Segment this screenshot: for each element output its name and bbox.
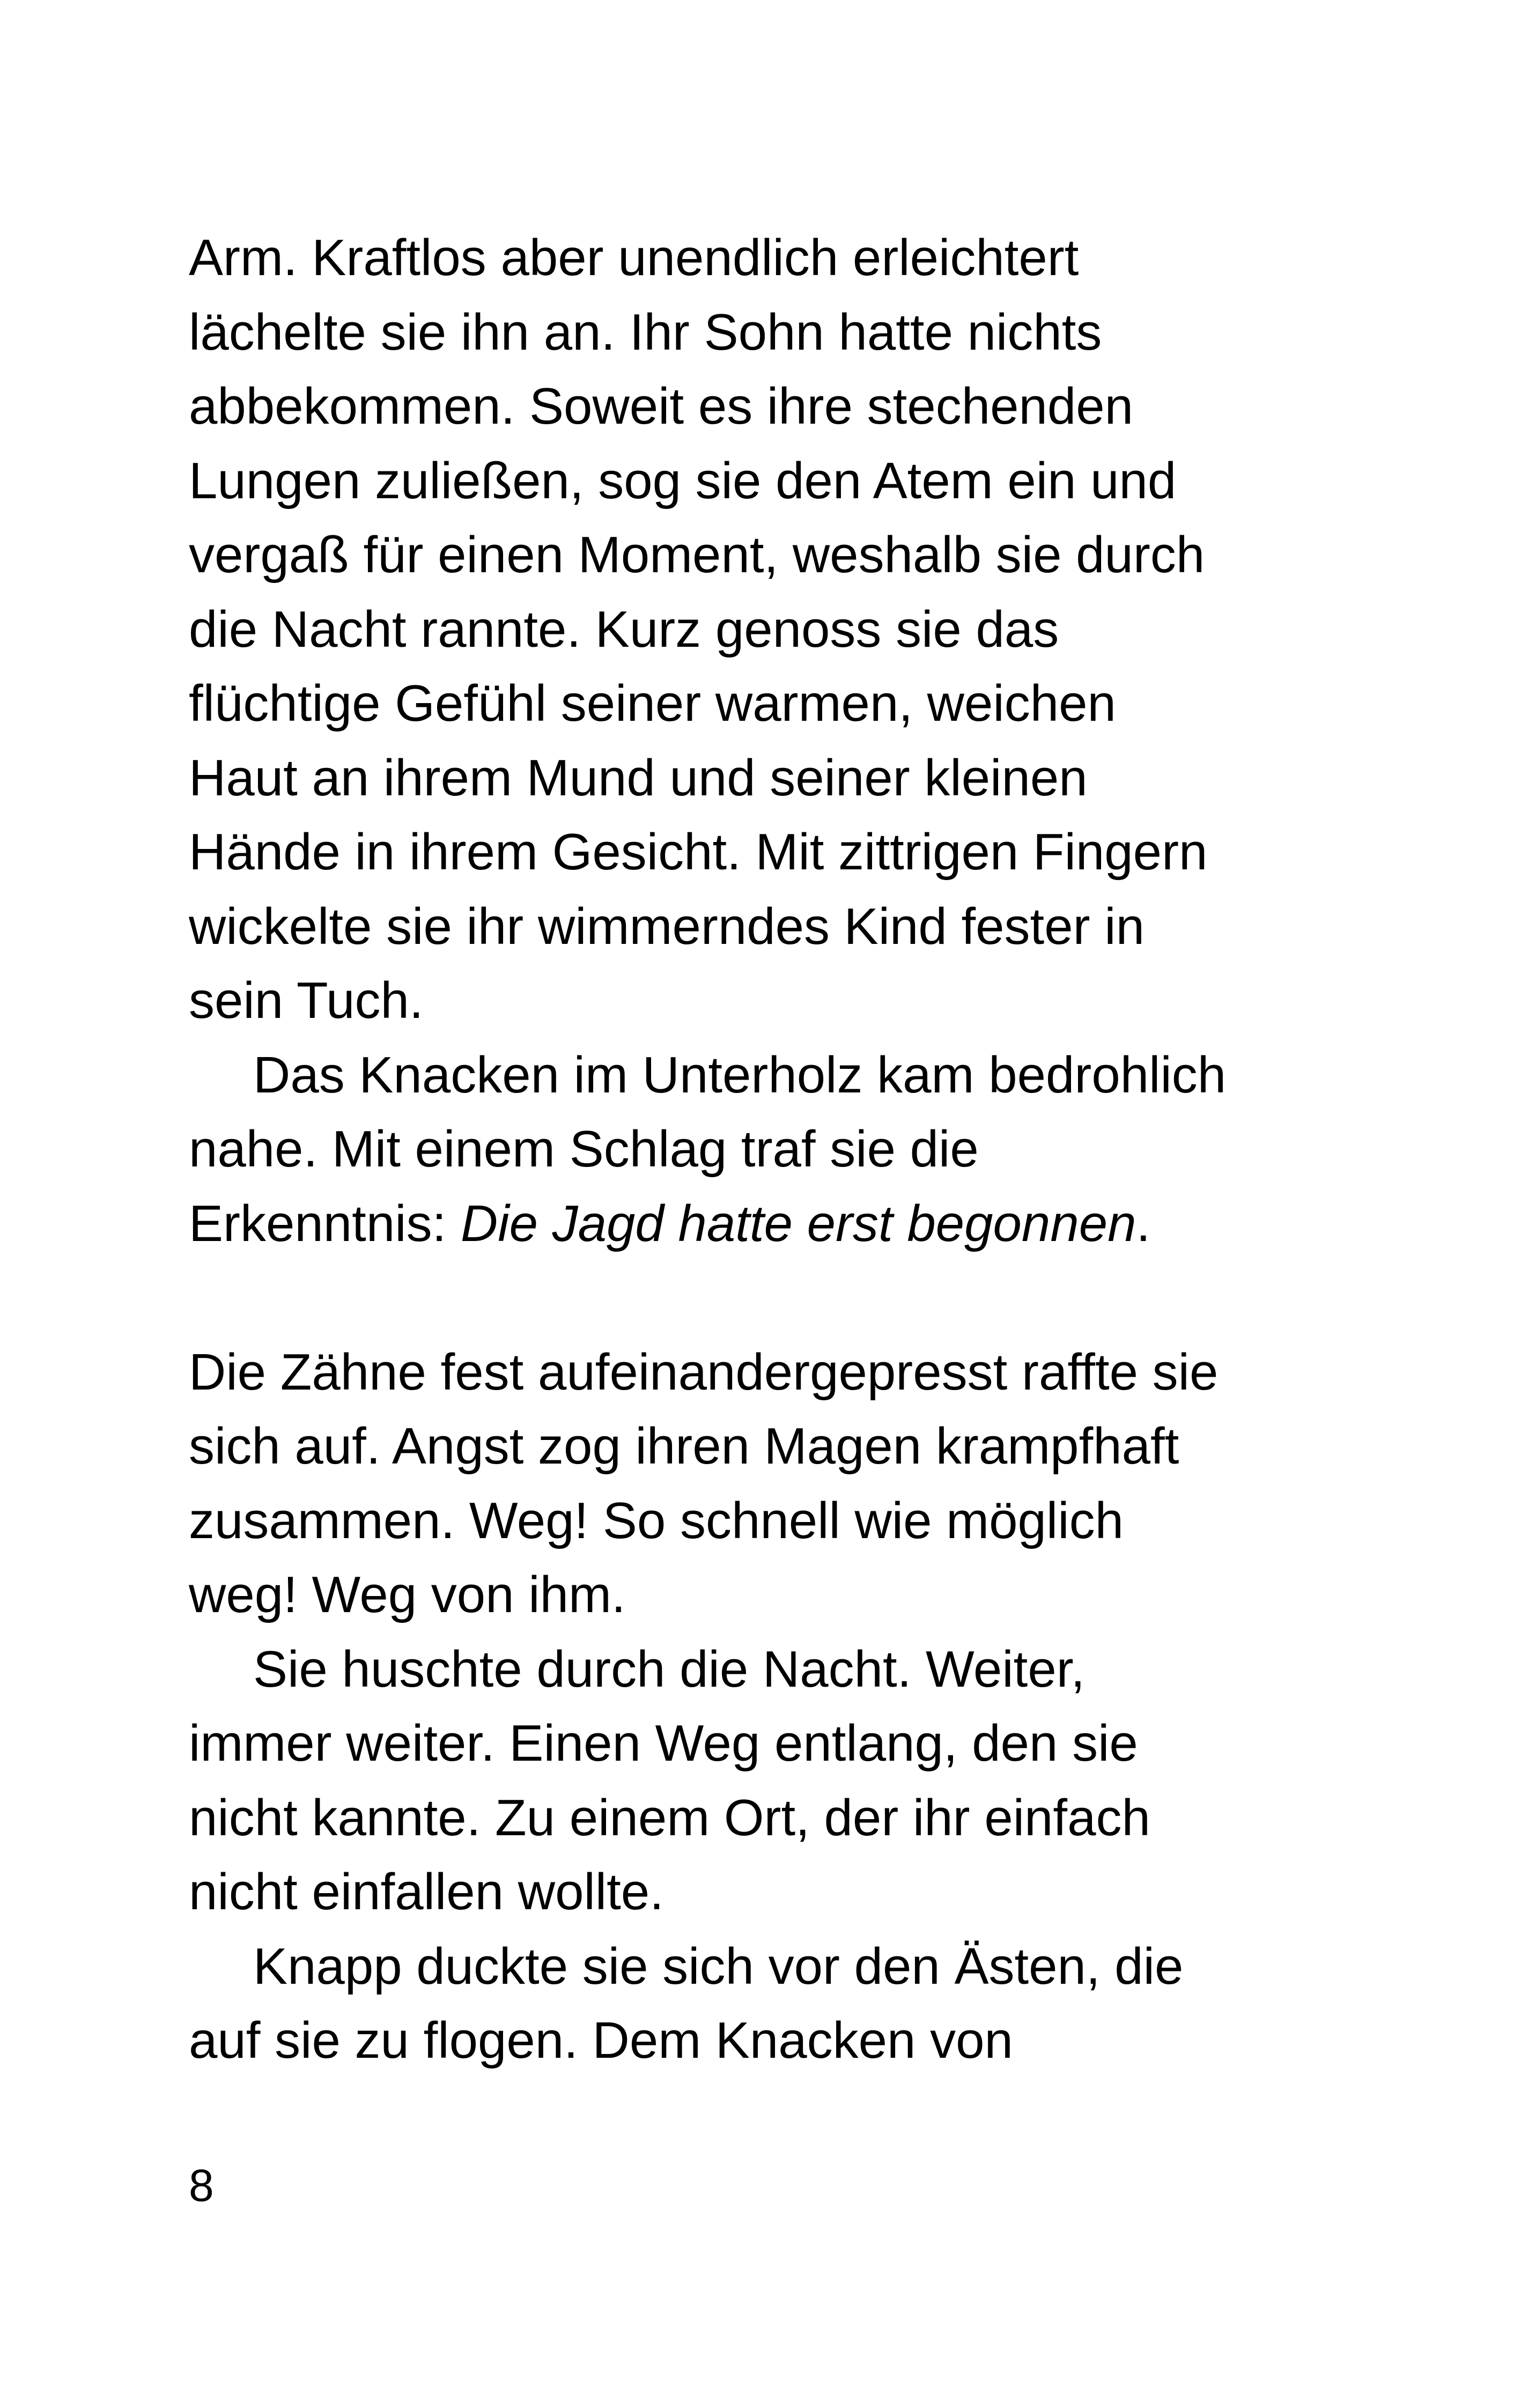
text-line: sein Tuch. bbox=[189, 972, 424, 1029]
text-line: Die Zähne fest aufeinandergepresst raffte sie bbox=[189, 1343, 1219, 1401]
text-line: die Nacht rannte. Kurz genoss sie das bbox=[189, 600, 1059, 658]
page-number: 8 bbox=[189, 2160, 214, 2211]
text-line: Lungen zuließen, sog sie den Atem ein und bbox=[189, 452, 1177, 509]
erkenntnis-prefix: Erkenntnis: bbox=[189, 1194, 461, 1252]
text-line: Haut an ihrem Mund und seiner kleinen bbox=[189, 749, 1088, 807]
text-line: flüchtige Gefühl seiner warmen, weichen bbox=[189, 675, 1116, 732]
section-break bbox=[189, 1261, 1508, 1335]
text-line: wickelte sie ihr wimmerndes Kind fester in bbox=[189, 897, 1145, 955]
text-line: immer weiter. Einen Weg entlang, den sie bbox=[189, 1715, 1138, 1772]
text-line: Arm. Kraftlos aber unendlich erleichtert bbox=[189, 229, 1079, 286]
text-line-erkenntnis bbox=[189, 1187, 1508, 1261]
text-line: Das Knacken im Unterholz kam bedrohlich bbox=[253, 1046, 1227, 1104]
text-line: auf sie zu flogen. Dem Knacken von bbox=[189, 2012, 1013, 2069]
text-line: zusammen. Weg! So schnell wie möglich bbox=[189, 1491, 1124, 1549]
text-line: nahe. Mit einem Schlag traf sie die bbox=[189, 1120, 979, 1178]
text-line: Hände in ihrem Gesicht. Mit zittrigen Fingern bbox=[189, 823, 1208, 881]
erkenntnis-italic: Die Jagd hatte erst begonnen bbox=[460, 1194, 1136, 1252]
text-line: weg! Weg von ihm. bbox=[189, 1566, 626, 1623]
text-line: Sie huschte durch die Nacht. Weiter, bbox=[253, 1640, 1086, 1698]
text-line: Knapp duckte sie sich vor den Ästen, die bbox=[253, 1937, 1184, 1995]
body-text bbox=[189, 221, 1508, 2078]
text-line: abbekommen. Soweit es ihre stechenden bbox=[189, 378, 1134, 435]
text-line: sich auf. Angst zog ihren Magen krampfhaft bbox=[189, 1417, 1179, 1475]
text-line: vergaß für einen Moment, weshalb sie durch bbox=[189, 526, 1205, 583]
erkenntnis-suffix: . bbox=[1136, 1194, 1151, 1252]
text-line: nicht kannte. Zu einem Ort, der ihr einfach bbox=[189, 1789, 1150, 1846]
text-line: lächelte sie ihn an. Ihr Sohn hatte nichts bbox=[189, 303, 1102, 361]
text-line: nicht einfallen wollte. bbox=[189, 1863, 664, 1921]
